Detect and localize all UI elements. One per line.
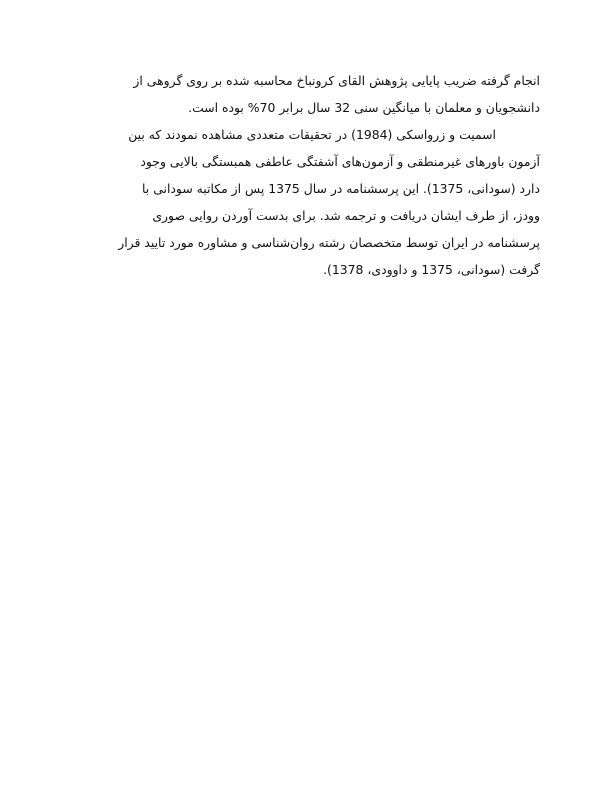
paragraph-2-line-4: وودز، از طرف ایشان دریافت و ترجمه شد. برای بدست آوردن روایی صوری: [152, 208, 540, 223]
paragraph-2-line-6: گرفت (سودانی، 1375 و داوودی، 1378).: [323, 262, 540, 277]
paragraph-1-line-2: دانشجویان و معلمان با میانگین سنی 32 سال برابر 70% بوده است.: [188, 100, 540, 115]
paragraph-2-line-2: آزمون باورهای غیرمنطقی و آزمون‌های آشفتگی عاطفی همبستگی بالایی وجود: [140, 154, 540, 169]
paragraph-2-line-3: دارد (سودانی، 1375). این پرسشنامه در سال 1375 پس از مکاتبه سودانی با: [142, 181, 540, 196]
body-text: [60, 67, 540, 283]
paragraph-1-line-1: انجام گرفته ضریب پایایی پژوهش القای کرونباخ محاسبه شده بر روی گروهی از: [133, 73, 540, 88]
paragraph-2-line-1: اسمیت و زرواسکی (1984) در تحقیقات متعددی مشاهده نمودند که بین: [128, 127, 496, 142]
paragraph-2-line-5: پرسشنامه در ایران توسط متخصصان رشته روان‌شناسی و مشاوره مورد تایید قرار: [118, 235, 540, 250]
